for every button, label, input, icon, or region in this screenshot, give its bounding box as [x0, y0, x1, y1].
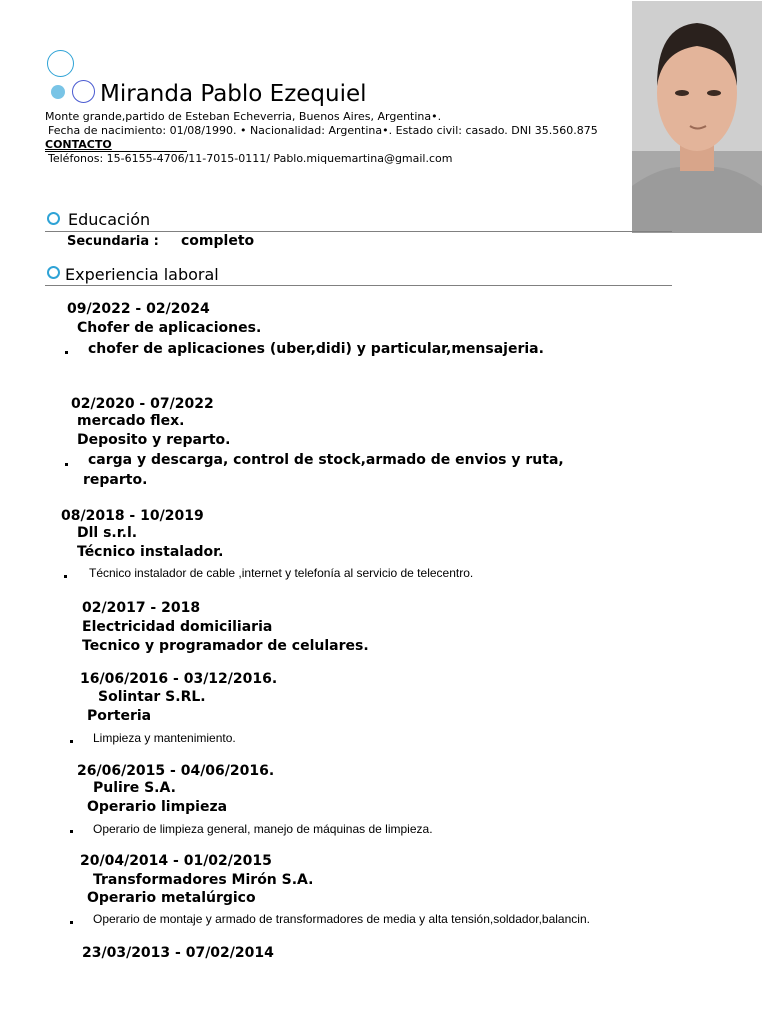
- job-role: Técnico instalador.: [77, 544, 224, 560]
- job-description: Técnico instalador de cable ,internet y telefonía al servicio de telecentro.: [89, 566, 474, 580]
- experience-rule: [45, 285, 672, 286]
- job-company: Electricidad domiciliaria: [82, 619, 273, 635]
- job-description: chofer de aplicaciones (uber,didi) y particular,mensajeria.: [88, 341, 544, 357]
- job-dates: 02/2020 - 07/2022: [71, 396, 214, 412]
- job-company: Solintar S.RL.: [98, 689, 206, 705]
- job-description: Operario de limpieza general, manejo de máquinas de limpieza.: [93, 822, 433, 836]
- education-level: Secundaria :: [67, 234, 159, 249]
- contact-phones: Teléfonos: 15-6155-4706/11-7015-0111/ Pablo.miquemartina@gmail.com: [48, 152, 453, 165]
- job-dates: 16/06/2016 - 03/12/2016.: [80, 671, 278, 687]
- job-description: Limpieza y mantenimiento.: [93, 731, 236, 745]
- decor-dot: [51, 85, 65, 99]
- job-company: Transformadores Mirón S.A.: [93, 872, 314, 888]
- job-dates: 09/2022 - 02/2024: [67, 301, 210, 317]
- decor-circle-large: [47, 50, 74, 77]
- job-dates: 26/06/2015 - 04/06/2016.: [77, 763, 275, 779]
- job-description: Operario de montaje y armado de transformadores de media y alta tensión,soldador,balancin.: [93, 912, 590, 926]
- list-bullet: [70, 830, 73, 833]
- list-bullet: [70, 921, 73, 924]
- address: Monte grande,partido de Esteban Echeverria, Buenos Aires, Argentina•.: [45, 110, 442, 123]
- job-company: mercado flex.: [77, 413, 185, 429]
- experience-title: Experiencia laboral: [65, 265, 219, 284]
- job-role: Porteria: [87, 708, 152, 724]
- job-role: Operario limpieza: [87, 799, 228, 815]
- job-description: carga y descarga, control de stock,armado de envios y ruta,: [88, 452, 564, 468]
- list-bullet: [65, 351, 68, 354]
- list-bullet: [65, 463, 68, 466]
- education-title: Educación: [68, 210, 151, 229]
- job-description-cont: reparto.: [83, 472, 148, 488]
- education-status: completo: [181, 233, 255, 249]
- job-dates: 23/03/2013 - 07/02/2014: [82, 945, 274, 961]
- job-dates: 02/2017 - 2018: [82, 600, 201, 616]
- job-company: Pulire S.A.: [93, 780, 176, 796]
- section-bullet-icon: [47, 212, 60, 225]
- education-rule: [45, 231, 672, 232]
- job-company: Dll s.r.l.: [77, 525, 138, 541]
- job-role: Deposito y reparto.: [77, 432, 231, 448]
- job-role: Chofer de aplicaciones.: [77, 320, 262, 336]
- section-bullet-icon: [47, 266, 60, 279]
- job-role: Tecnico y programador de celulares.: [82, 638, 369, 654]
- contact-label: CONTACTO: [45, 138, 112, 151]
- job-dates: 08/2018 - 10/2019: [61, 508, 204, 524]
- candidate-name: Miranda Pablo Ezequiel: [100, 81, 367, 107]
- profile-photo: [632, 1, 762, 233]
- personal-details: Fecha de nacimiento: 01/08/1990. • Nacionalidad: Argentina•. Estado civil: casado. DNI 35.560.875: [48, 124, 598, 137]
- list-bullet: [64, 575, 67, 578]
- list-bullet: [70, 740, 73, 743]
- job-role: Operario metalúrgico: [87, 890, 256, 906]
- decor-circle-blue: [72, 80, 95, 103]
- job-dates: 20/04/2014 - 01/02/2015: [80, 853, 272, 869]
